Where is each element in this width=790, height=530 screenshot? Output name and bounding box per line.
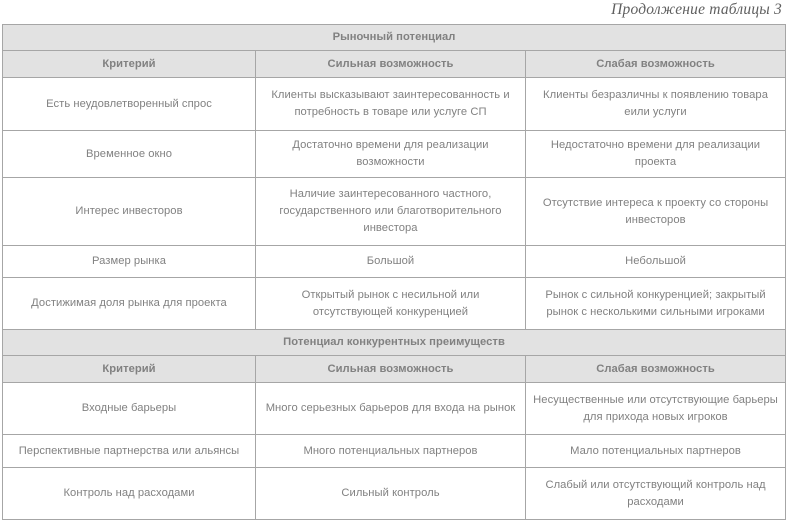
- cell-criterion: Есть неудовлетворенный спрос: [3, 78, 256, 131]
- table-row: [3, 246, 786, 278]
- table-row: [3, 278, 786, 330]
- column-header-criterion: Критерий: [3, 356, 256, 383]
- cell-weak: Рынок с сильной конкуренцией; закрытый рынок с несколькими сильными игроками: [526, 278, 786, 330]
- cell-strong: Много серьезных барьеров для входа на рынок: [256, 383, 526, 435]
- cell-weak: Слабый или отсутствующий контроль над расходами: [526, 468, 786, 520]
- cell-criterion: Временное окно: [3, 131, 256, 178]
- column-header-row: [3, 51, 786, 78]
- cell-strong: Большой: [256, 246, 526, 278]
- cell-criterion: Контроль над расходами: [3, 468, 256, 520]
- table-row: [3, 468, 786, 520]
- cell-strong: Много потенциальных партнеров: [256, 435, 526, 468]
- cell-strong: Открытый рынок с несильной или отсутствующей конкуренцией: [256, 278, 526, 330]
- column-header-strong: Сильная возможность: [256, 356, 526, 383]
- cell-criterion: Размер рынка: [3, 246, 256, 278]
- table-row: [3, 435, 786, 468]
- table-row: [3, 383, 786, 435]
- table-row: [3, 178, 786, 246]
- running-head: Продолжение таблицы 3: [611, 1, 782, 18]
- column-header-row: [3, 356, 786, 383]
- column-header-weak: Слабая возможность: [526, 356, 786, 383]
- column-header-strong: Сильная возможность: [256, 51, 526, 78]
- section-title: Потенциал конкурентных преимуществ: [3, 330, 786, 356]
- cell-weak: Небольшой: [526, 246, 786, 278]
- cell-weak: Клиенты безразличны к появлению товара еили услуги: [526, 78, 786, 131]
- section-title: Рыночный потенциал: [3, 25, 786, 51]
- cell-strong: Достаточно времени для реализации возможности: [256, 131, 526, 178]
- cell-weak: Недостаточно времени для реализации проекта: [526, 131, 786, 178]
- cell-weak: Несущественные или отсутствующие барьеры для прихода новых игроков: [526, 383, 786, 435]
- table-row: [3, 78, 786, 131]
- cell-criterion: Достижимая доля рынка для проекта: [3, 278, 256, 330]
- cell-criterion: Перспективные партнерства или альянсы: [3, 435, 256, 468]
- section-header-row: [3, 330, 786, 356]
- table-row: [3, 131, 786, 178]
- cell-strong: Наличие заинтересованного частного, государственного или благотворительного инвестора: [256, 178, 526, 246]
- cell-criterion: Интерес инвесторов: [3, 178, 256, 246]
- cell-weak: Отсутствие интереса к проекту со стороны инвесторов: [526, 178, 786, 246]
- column-header-weak: Слабая возможность: [526, 51, 786, 78]
- cell-strong: Клиенты высказывают заинтересованность и потребность в товаре или услуге СП: [256, 78, 526, 131]
- section-header-row: [3, 25, 786, 51]
- comparison-table: [2, 24, 786, 520]
- cell-weak: Мало потенциальных партнеров: [526, 435, 786, 468]
- column-header-criterion: Критерий: [3, 51, 256, 78]
- cell-strong: Сильный контроль: [256, 468, 526, 520]
- table-container: [2, 24, 785, 520]
- cell-criterion: Входные барьеры: [3, 383, 256, 435]
